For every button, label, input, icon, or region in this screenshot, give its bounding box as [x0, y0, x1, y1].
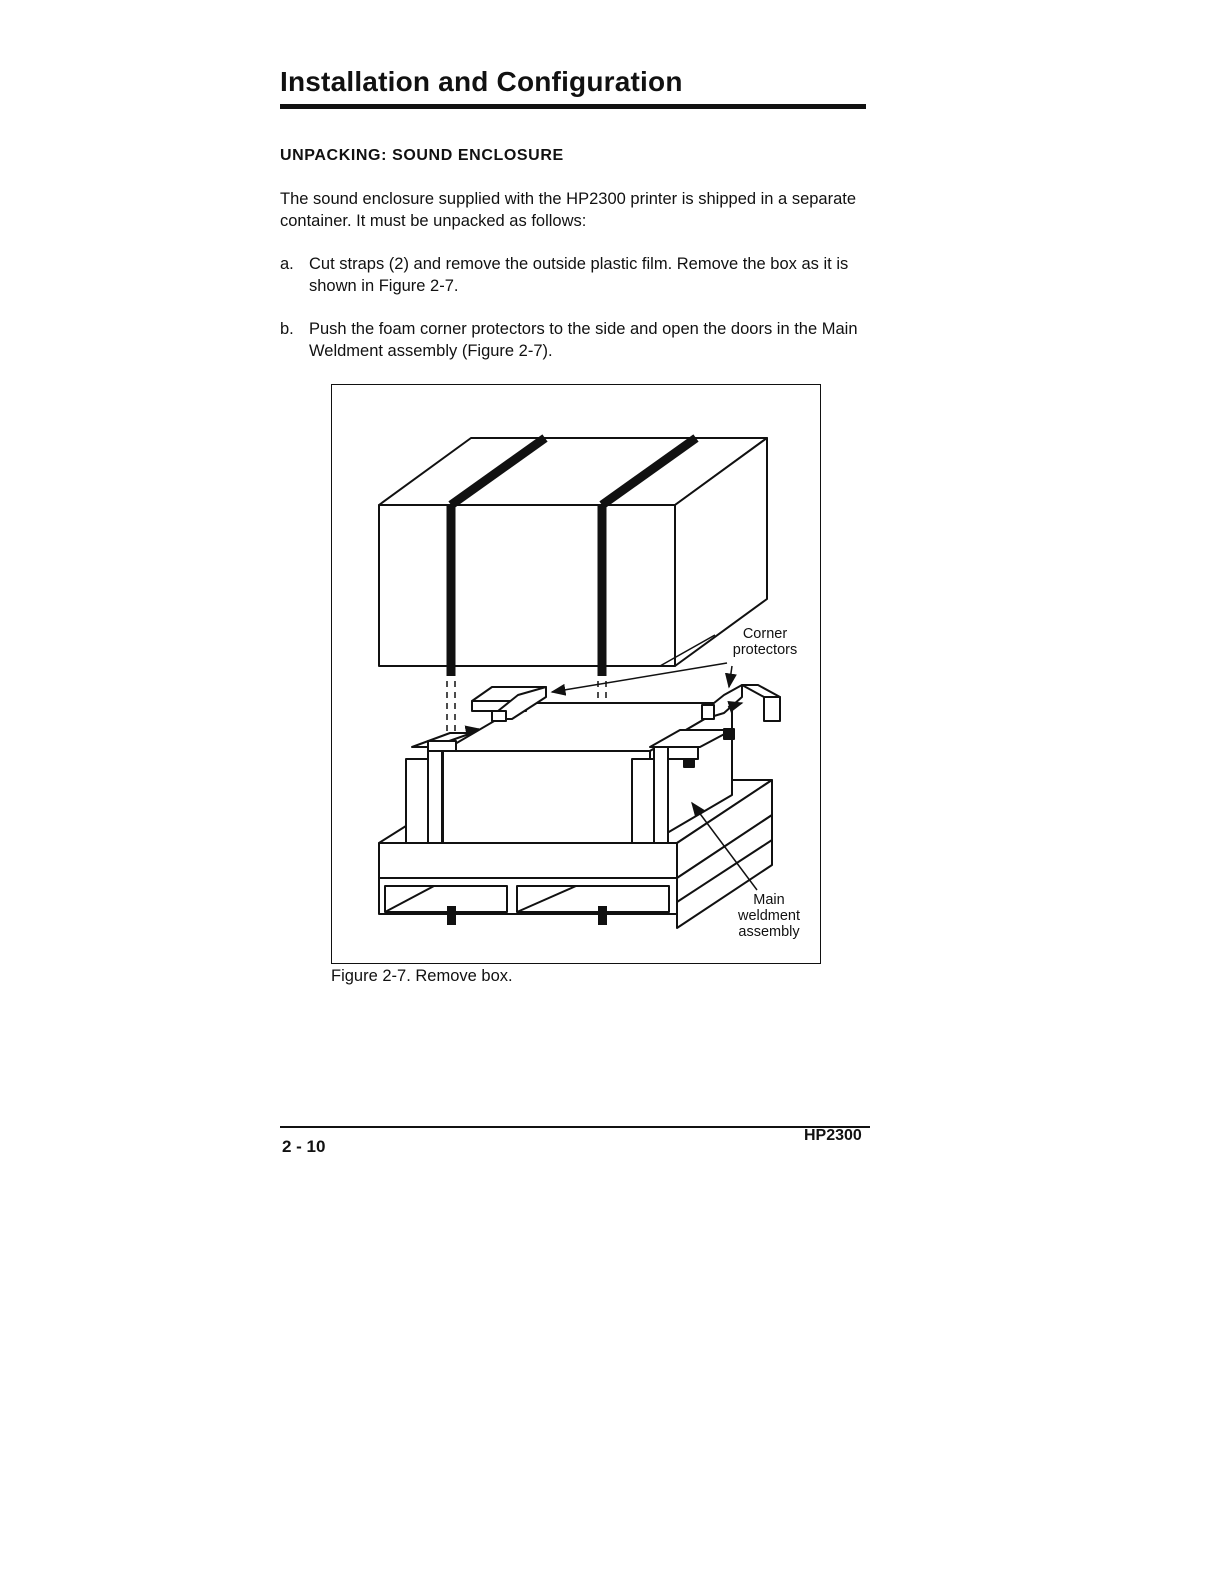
shipping-box [379, 438, 767, 666]
intro-paragraph: The sound enclosure supplied with the HP2300 printer is shipped in a separate container. It must be unpacked as follows: [280, 190, 857, 230]
step-a [280, 253, 860, 297]
unpacking-illustration [332, 385, 820, 963]
chapter-title: Installation and Configuration [280, 66, 683, 97]
callout-main-weldment-assembly: Main weldment assembly [737, 892, 801, 940]
section-heading: UNPACKING: SOUND ENCLOSURE [280, 147, 564, 164]
step-b [280, 318, 860, 362]
title-rule [280, 104, 866, 109]
page-number: 2 - 10 [282, 1137, 326, 1156]
step-b-text: Push the foam corner protectors to the side and open the doors in the Main Weldment assembly (Figure 2-7). [309, 320, 858, 360]
callout-corner-protectors: Corner protectors [732, 626, 798, 658]
figure-2-7 [331, 384, 821, 964]
footer-rule [280, 1126, 870, 1128]
step-b-marker: b. [280, 320, 294, 338]
product-name: HP2300 [804, 1127, 862, 1144]
step-a-marker: a. [280, 255, 294, 273]
figure-caption: Figure 2-7. Remove box. [331, 967, 513, 985]
step-a-text: Cut straps (2) and remove the outside plastic film. Remove the box as it is shown in Figure 2-7. [309, 255, 849, 295]
